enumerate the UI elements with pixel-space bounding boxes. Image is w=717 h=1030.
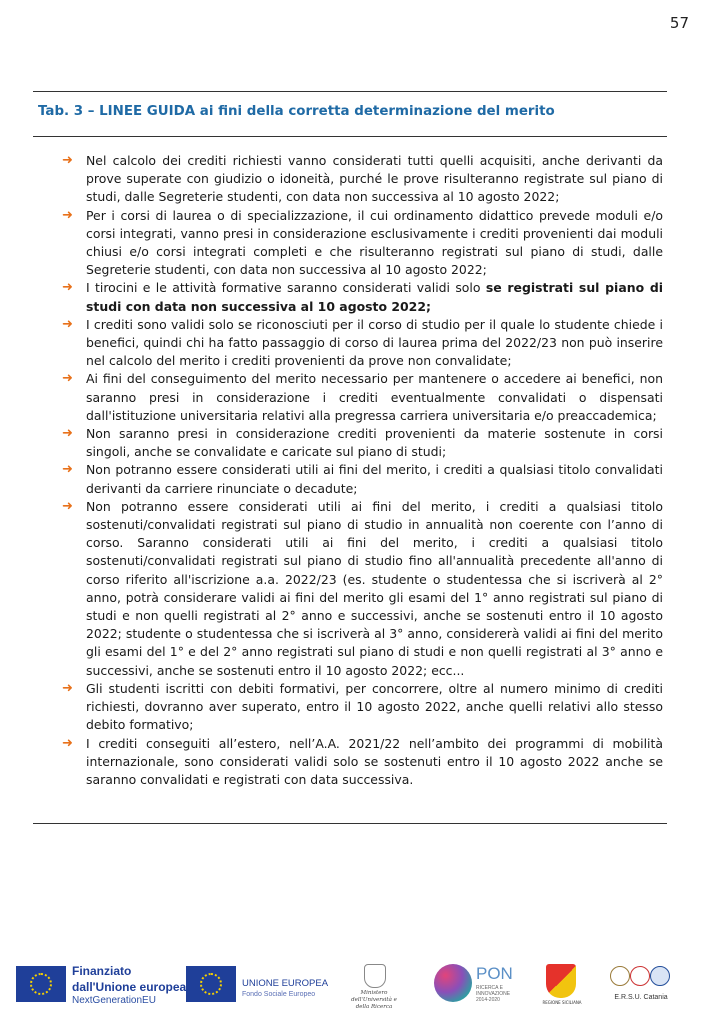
logo-regione-siciliana (544, 962, 580, 1008)
arrow-right-icon: ➜ (62, 426, 73, 442)
guideline-text: Non potranno essere considerati utili ai fini del merito, i crediti a qualsiasi titolo convalidati derivanti da carriere rinunciate o decadute; (86, 462, 663, 496)
guidelines-list (58, 152, 663, 789)
guideline-text: Per i corsi di laurea o di specializzazione, il cui ordinamento didattico prevede moduli e/o corsi integrati, vanno presi in considerazione esclusivamente i crediti provenienti dai moduli chiusi e/o corsi integrati completi e che risulteranno registrati sul piano di studi, dalle Segreterie studenti, con data non successiva al 10 agosto 2022; (86, 207, 663, 278)
guideline-text: Non potranno essere considerati utili ai fini del merito, i crediti a qualsiasi titolo sostenuti/convalidati registrati sul piano di studio in annualità non coerente con l’anno di corso. Saranno considerati utili ai fini del merito, i crediti a qualsiasi titolo sostenuti/convalidati registrati sul piano di studio fino all'annualità precedente all'anno di corso riferito all'iscrizione a.a. 2022/23 (es. studente o studentessa che si iscriverà al 2° anno, potrà considerare validi ai fini del merito gli esami del 1° anno registrati sul piano di studi e non quelli registrati al 2° anno e successivi, anche se sostenuti entro il 10 agosto 2022; studente o studentessa che si iscriverà al 3° anno, considererà validi ai fini del merito gli esami del 1° e del 2° anno registrati sul piano di studi e non quelli registrati al 3° anno e successivi, anche se sostenuti entro il 10 agosto 2022; ecc... (86, 498, 663, 678)
logo-pon-line1: PON (476, 964, 513, 983)
guideline-text: I tirocini e le attività formative saranno considerati validi solo (86, 280, 486, 296)
guideline-item (58, 498, 663, 680)
arrow-right-icon: ➜ (62, 462, 73, 478)
arrow-right-icon: ➜ (62, 680, 73, 696)
logo-ngeu-line1: Finanziato (72, 964, 132, 978)
logo-pon (434, 962, 524, 1008)
logo-ersu-catania (608, 962, 674, 1008)
logo-ministry-text: Ministero dell'Università e della Ricerca (351, 990, 397, 1010)
guideline-item (58, 207, 663, 280)
arrow-right-icon: ➜ (62, 316, 73, 332)
arrow-right-icon: ➜ (62, 735, 73, 751)
table-header-rule (33, 136, 667, 137)
guideline-item (58, 316, 663, 371)
guideline-text: Ai fini del conseguimento del merito necessario per mantenere o accedere ai benefici, non saranno presi in considerazione i crediti eventualmente convalidati o dispensati dall'istituzione universitaria relativi alla pregressa carriera universitaria e/o preaccademica; (86, 371, 663, 423)
ersu-eu-icon (650, 966, 670, 986)
eu-flag-icon (16, 966, 66, 1002)
guideline-bold-text: se registrati sul piano di studi con data non successiva al 10 agosto 2022; (86, 280, 663, 314)
sicilia-shield-icon (546, 964, 576, 998)
logo-ue-line1: UNIONE EUROPEA (242, 978, 329, 989)
arrow-right-icon: ➜ (62, 153, 73, 168)
logo-ersu-text: E.R.S.U. Catania (614, 994, 668, 1001)
logo-ue-line2: Fondo Sociale Europeo (242, 991, 316, 998)
arrow-right-icon: ➜ (62, 498, 73, 514)
page-number: 57 (669, 14, 689, 32)
table-title: Tab. 3 – LINEE GUIDA ai fini della corretta determinazione del merito (38, 104, 555, 119)
guideline-text: Gli studenti iscritti con debiti formativi, per concorrere, oltre al numero minimo di crediti richiesti, dovranno aver superato, entro il 10 agosto 2022, anche quelli relativi allo stesso debito formativo; (86, 680, 663, 733)
guideline-text: Nel calcolo dei crediti richiesti vanno considerati tutti quelli acquisiti, anche derivanti da prove superate con giudizio o idoneità, purché le prove risulteranno registrate sul piano di studi, dalle Segreterie studenti, con data non successiva al 10 agosto 2022; (86, 153, 663, 205)
guideline-item (58, 152, 663, 207)
guideline-text: I crediti conseguiti all’estero, nell’A.A. 2021/22 nell’ambito dei programmi di mobilità internazionale, sono considerati validi solo se sostenuti entro il 10 agosto 2022 anche se saranno convalidati e registrati con data successiva. (86, 735, 663, 787)
guideline-text: Non saranno presi in considerazione crediti provenienti da materie sostenute in corsi singoli, anche se convalidate e caricate sul piano di studi; (86, 426, 663, 460)
guideline-item (58, 735, 663, 790)
guideline-item (58, 425, 663, 461)
logo-ngeu-line3: NextGenerationEU (72, 995, 156, 1006)
guideline-item (58, 461, 663, 497)
logo-ministry (344, 962, 404, 1008)
table-top-rule (33, 91, 667, 92)
guideline-item (58, 680, 663, 735)
arrow-right-icon: ➜ (62, 280, 73, 296)
table-bottom-rule (33, 823, 667, 824)
italian-emblem-icon (364, 964, 386, 988)
ersu-seal-icon (610, 966, 630, 986)
guideline-item (58, 279, 663, 315)
arrow-right-icon: ➜ (62, 371, 73, 387)
logo-ngeu-line2: dall'Unione europea (72, 980, 187, 994)
logo-pon-line2: RICERCA E INNOVAZIONE 2014-2020 (476, 985, 511, 1003)
ersu-seal-icon (630, 966, 650, 986)
arrow-right-icon: ➜ (62, 207, 73, 223)
guideline-item (58, 370, 663, 425)
eu-flag-icon (186, 966, 236, 1002)
logo-sicilia-text: REGIONE SICILIANA (542, 1000, 582, 1005)
guideline-text: I crediti sono validi solo se riconosciuti per il corso di studio per il quale lo studente chiede i benefici, quindi chi ha fatto passaggio di corso di laurea prima del 2022/23 non può inserire nel calcolo del merito i crediti provenienti da prove non convalidate; (86, 316, 663, 369)
footer-logos (14, 962, 704, 1012)
pon-circle-icon (434, 964, 472, 1002)
